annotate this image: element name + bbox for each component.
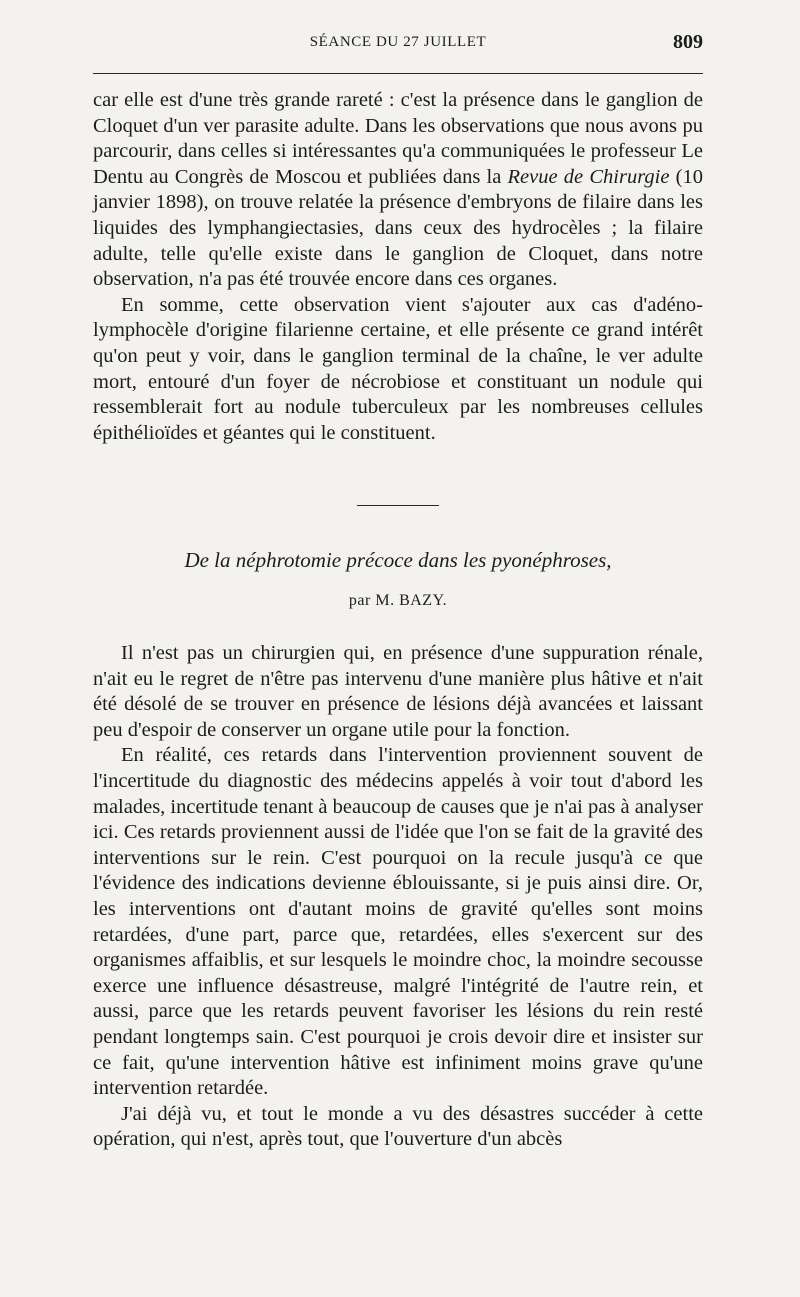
- paragraph-suppuration: Il n'est pas un chirurgien qui, en présence d'une suppuration rénale, n'ait eu le regret de n'être pas intervenu d'une manière plus hâtive et n'ait été désolé de se trouver en présence de lésions déjà avancées et laissant peu d'espoir de conserver un organe utile pour la fonction.: [93, 642, 703, 741]
- section-separator: [357, 505, 439, 506]
- paragraph-cloquet-ganglion: [93, 88, 703, 293]
- running-title: SÉANCE DU 27 JUILLET: [309, 34, 487, 50]
- paragraph-text: (10 janvier 1898), on trouve relatée la présence d'embryons de filaire dans les liquides des lymphangiectasies, dans ceux des hydrocèles ; la filaire adulte, telle qu'elle existe dans le ganglion de Cloquet, dans notre observation, n'a pas été trouvée encore dans ces organes.: [93, 165, 703, 291]
- header-rule: [93, 73, 703, 74]
- paragraph-conclusion: En somme, cette observation vient s'ajouter aux cas d'adéno-lymphocèle d'origine filarienne certaine, et elle présente ce grand intérêt qu'on peut y voir, dans le ganglion terminal de la chaîne, le ver adulte mort, entouré d'un foyer de nécrobiose et constituant un nodule qui ressemblerait fort au nodule tuberculeux par les nombreuses cellules épithélioïdes et géantes qui le constituent.: [93, 293, 703, 444]
- article-title: De la néphrotomie précoce dans les pyonéphroses,: [184, 548, 612, 572]
- page-number: 809: [673, 31, 703, 53]
- paragraph-text: car elle est d'une très grande rareté : c'est la présence dans le ganglion de Cloquet d'un ver parasite adulte. Dans les observations que nous avons pu parcourir, dans celles si intéressantes qu'a communiquées le professeur Le Dentu au Congrès de Moscou et publiées dans la: [93, 89, 703, 188]
- running-head: [93, 31, 703, 58]
- paragraph-disasters: J'ai déjà vu, et tout le monde a vu des désastres succéder à cette opération, qui n'est, après tout, que l'ouverture d'un abcès: [93, 1102, 703, 1151]
- article-author: par M. BAZY.: [348, 592, 448, 609]
- paragraph-delays: En réalité, ces retards dans l'intervention proviennent souvent de l'incertitude du diagnostic des médecins appelés à voir tout d'abord les malades, incertitude tenant à beaucoup de causes que je n'ai pas à analyser ici. Ces retards proviennent aussi de l'idée que l'on se fait de la gravité des interventions sur le rein. C'est pourquoi on la recule jusqu'à ce que l'évidence des indications devienne éblouissante, si je puis ainsi dire. Or, les interventions ont d'autant moins de gravité qu'elles sont moins retardées, d'une part, parce que, retardées, elles s'exercent sur des organismes affaiblis, et sur lesquels le moindre choc, la moindre secousse exerce une influence désastreuse, malgré l'intégrité de l'autre rein, et aussi, parce que les retards peuvent favoriser les lésions du rein resté pendant longtemps sain. C'est pourquoi je crois devoir dire et insister sur ce fait, qu'une intervention hâtive est infiniment moins grave qu'une intervention retardée.: [93, 744, 703, 1100]
- previous-article-conclusion: [93, 88, 703, 446]
- article-body: [93, 641, 703, 1153]
- journal-title: Revue de Chirurgie: [507, 165, 670, 188]
